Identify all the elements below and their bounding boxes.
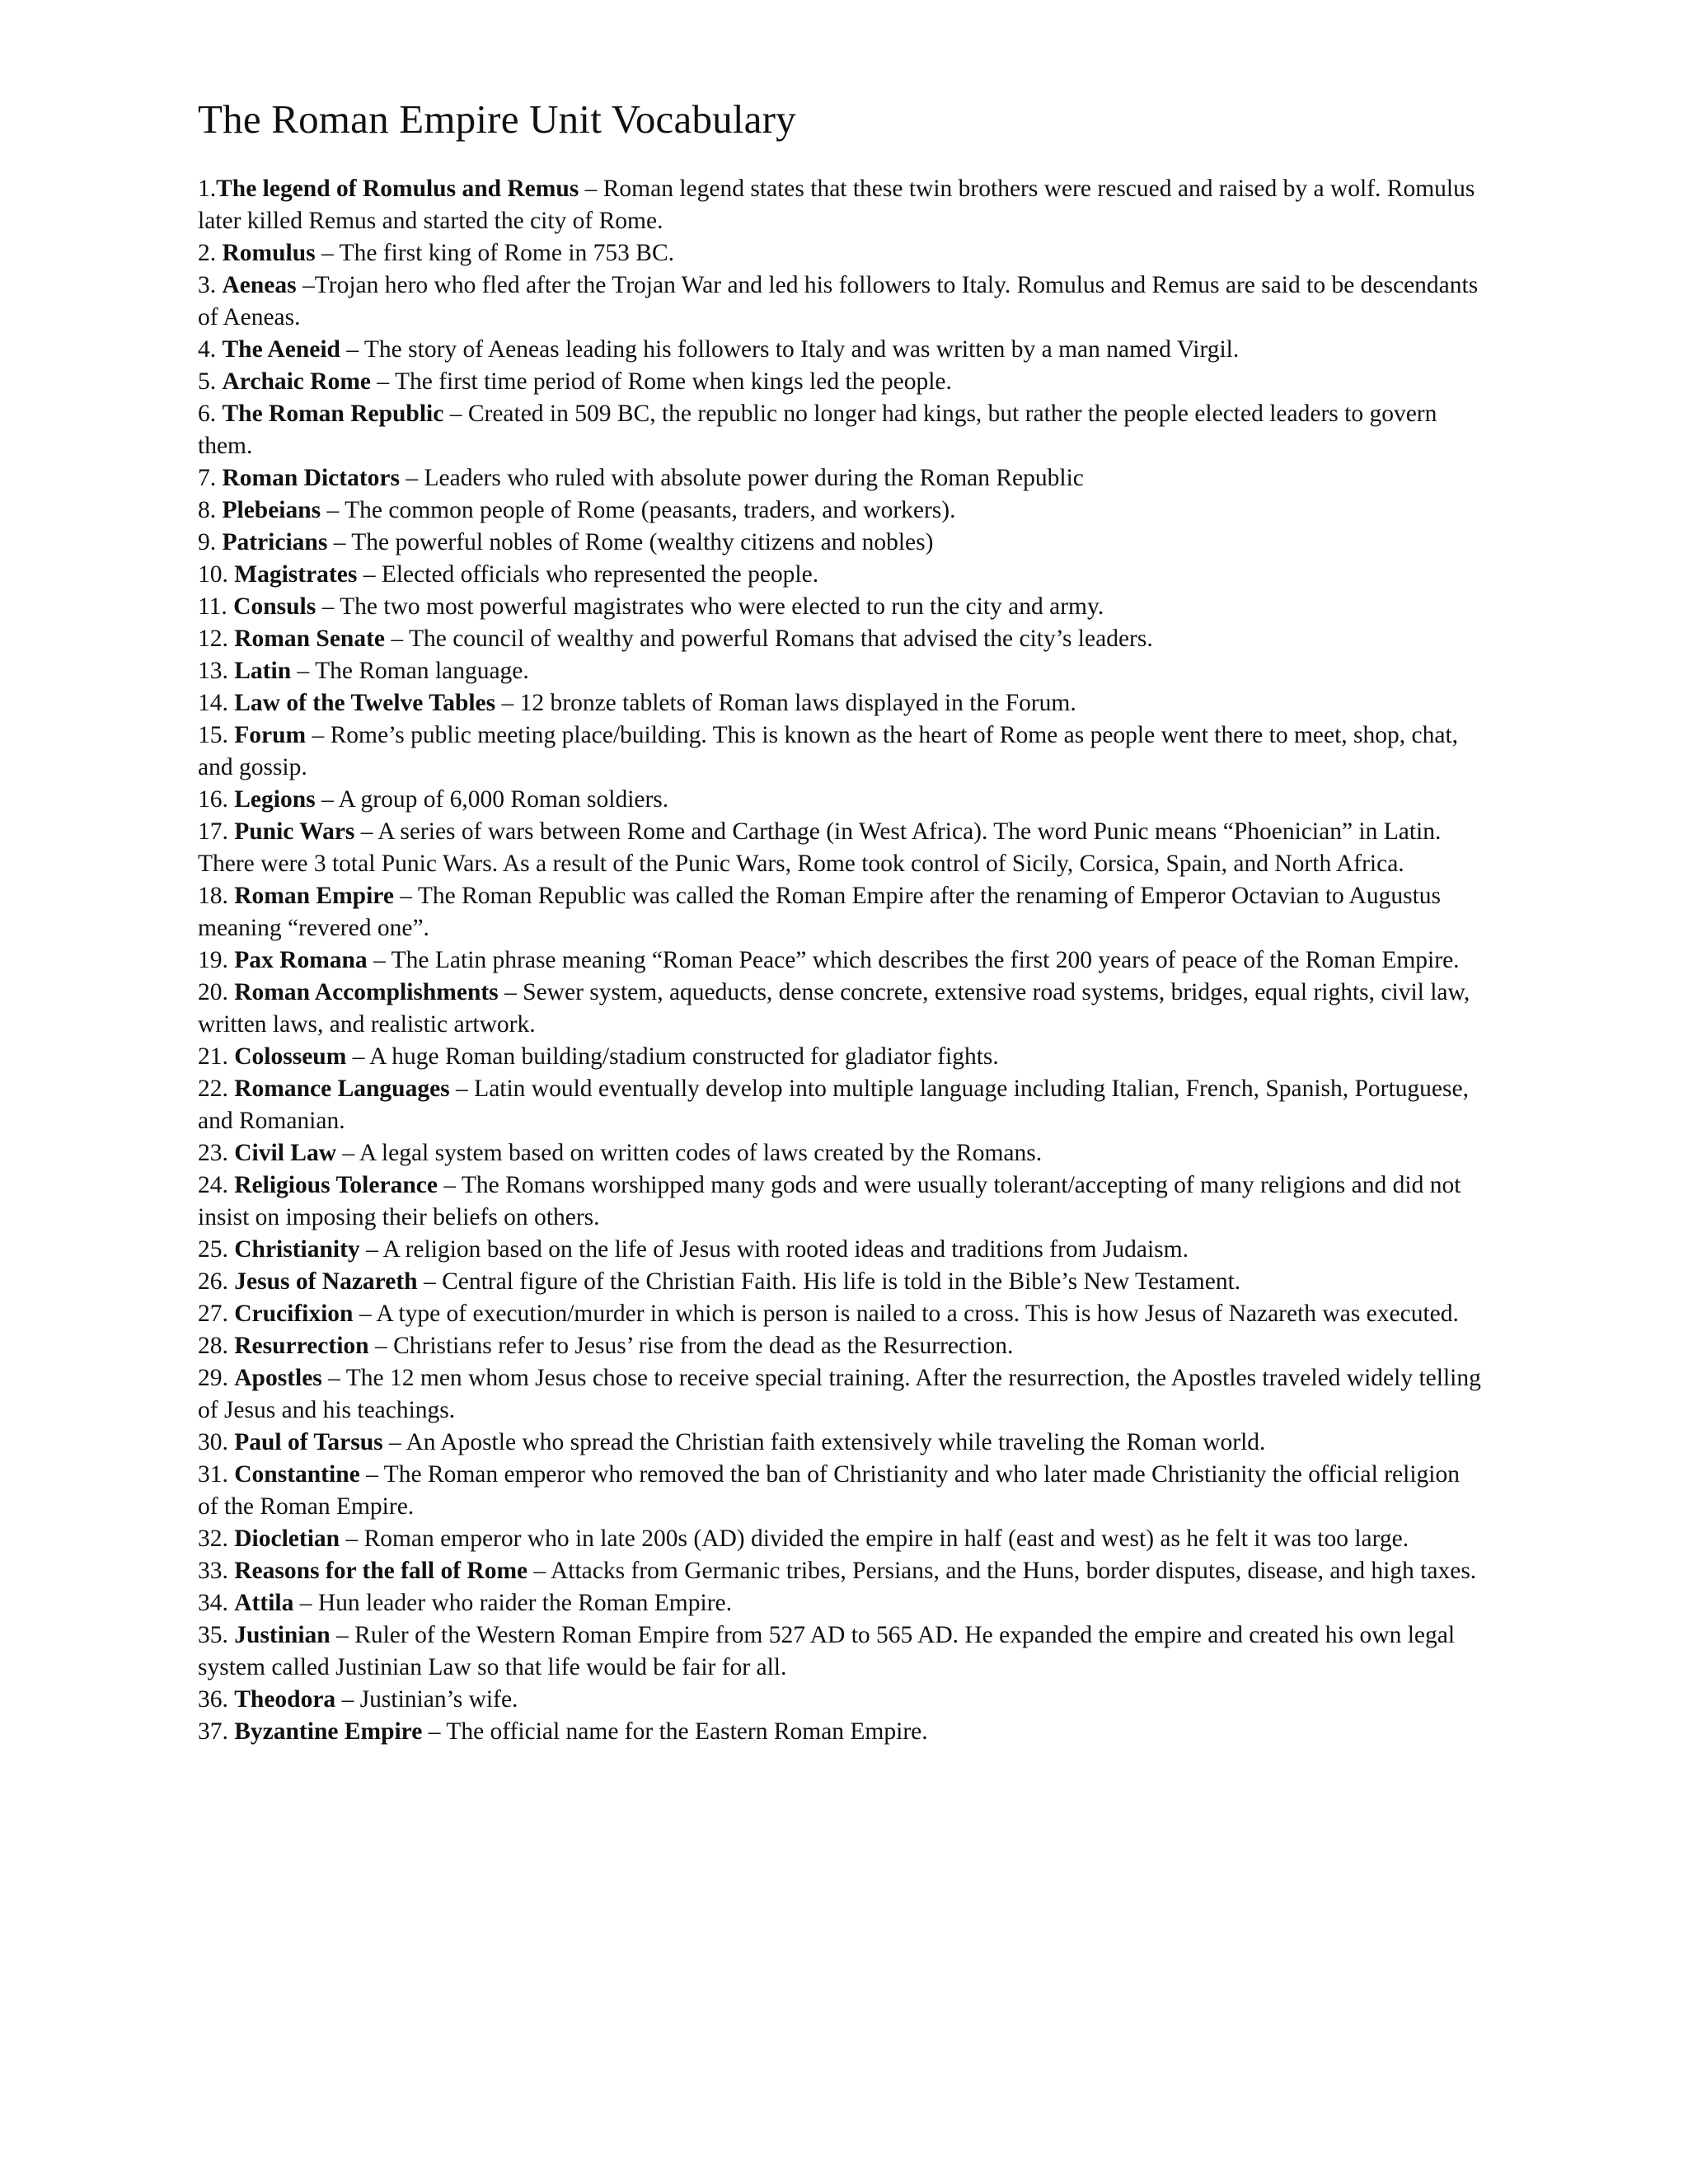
vocab-definition: – Christians refer to Jesus’ rise from the dead as the Resurrection. — [374, 1333, 1014, 1359]
vocab-definition: – Hun leader who raider the Roman Empire. — [299, 1590, 732, 1616]
document-title: The Roman Empire Unit Vocabulary — [198, 96, 796, 142]
vocab-item — [198, 719, 1484, 784]
vocab-number: 36. — [198, 1686, 228, 1713]
vocab-number: 30. — [198, 1429, 228, 1455]
vocab-number: 11. — [198, 593, 227, 620]
vocab-definition: – 12 bronze tablets of Roman laws displayed in the Forum. — [501, 690, 1076, 716]
vocab-definition: – Ruler of the Western Roman Empire from 527 AD to 565 AD. He expanded the empire and created his own legal system called Justinian Law so that life would be fair for all. — [198, 1622, 1456, 1680]
vocab-item — [198, 1362, 1484, 1427]
vocab-definition: – The Romans worshipped many gods and were usually tolerant/accepting of many religions and did not insist on imposing their beliefs on others. — [198, 1172, 1461, 1230]
vocab-term: Resurrection — [234, 1333, 369, 1359]
vocab-number: 17. — [198, 818, 228, 845]
vocab-definition: – A huge Roman building/stadium constructed for gladiator fights. — [352, 1043, 999, 1070]
vocab-item — [198, 269, 1484, 334]
vocab-item — [198, 623, 1484, 655]
vocab-definition: – Central figure of the Christian Faith. His life is told in the Bible’s New Testament. — [423, 1268, 1241, 1295]
vocab-item — [198, 334, 1484, 366]
vocab-term: Constantine — [234, 1461, 360, 1488]
vocab-item — [198, 944, 1484, 977]
vocab-item — [198, 591, 1484, 623]
vocab-term: The Aeneid — [222, 336, 340, 363]
vocab-number: 8. — [198, 497, 217, 523]
vocab-number: 14. — [198, 690, 228, 716]
vocab-number: 23. — [198, 1140, 228, 1166]
vocab-item — [198, 784, 1484, 816]
vocab-definition: – The powerful nobles of Rome (wealthy citizens and nobles) — [333, 529, 934, 555]
vocab-definition: – A series of wars between Rome and Carthage (in West Africa). The word Punic means “Phoenician” in Latin. There were 3 total Punic Wars. As a result of the Punic Wars, Rome took control of Sicily, Corsica, Spain, and North Africa. — [198, 818, 1442, 877]
vocab-number: 19. — [198, 947, 228, 973]
vocab-item — [198, 1298, 1484, 1330]
vocab-number: 37. — [198, 1718, 228, 1745]
vocab-definition: – Latin would eventually develop into multiple language including Italian, French, Spanish, Portuguese, and Romanian. — [198, 1076, 1469, 1134]
vocab-number: 9. — [198, 529, 217, 555]
vocab-definition: – Rome’s public meeting place/building. This is known as the heart of Rome as people went there to meet, shop, chat, and gossip. — [198, 722, 1459, 780]
vocab-term: Byzantine Empire — [234, 1718, 423, 1745]
vocab-definition: – The council of wealthy and powerful Romans that advised the city’s leaders. — [391, 626, 1153, 652]
vocab-number: 13. — [198, 658, 228, 684]
vocab-number: 7. — [198, 465, 217, 491]
vocab-definition: – A religion based on the life of Jesus with rooted ideas and traditions from Judaism. — [366, 1236, 1189, 1263]
vocab-definition: – Elected officials who represented the people. — [363, 561, 819, 588]
vocab-term: Diocletian — [234, 1526, 340, 1552]
vocab-term: Justinian — [234, 1622, 331, 1648]
vocab-definition: – The official name for the Eastern Roman Empire. — [428, 1718, 928, 1745]
vocab-definition: – Roman legend states that these twin brothers were rescued and raised by a wolf. Romulus later killed Remus and started the city of Rome. — [198, 176, 1475, 234]
vocab-term: Archaic Rome — [222, 368, 372, 395]
vocab-term: Plebeians — [222, 497, 321, 523]
vocab-item — [198, 1523, 1484, 1555]
vocab-definition: – An Apostle who spread the Christian faith extensively while traveling the Roman world. — [388, 1429, 1266, 1455]
vocab-term: Patricians — [222, 529, 328, 555]
vocab-number: 12. — [198, 626, 228, 652]
vocabulary-list — [198, 173, 1484, 1748]
vocab-number: 29. — [198, 1365, 228, 1391]
vocab-term: Romance Languages — [234, 1076, 450, 1102]
vocab-item — [198, 1716, 1484, 1748]
vocab-number: 26. — [198, 1268, 228, 1295]
vocab-number: 3. — [198, 272, 217, 298]
vocab-item — [198, 1684, 1484, 1716]
vocab-term: Christianity — [234, 1236, 360, 1263]
vocab-item — [198, 977, 1484, 1041]
vocab-item — [198, 1169, 1484, 1234]
vocab-term: Roman Empire — [234, 883, 394, 909]
vocab-term: Reasons for the fall of Rome — [234, 1558, 528, 1584]
vocab-item — [198, 366, 1484, 398]
vocab-definition: – The story of Aeneas leading his followers to Italy and was written by a man named Virgil. — [346, 336, 1240, 363]
vocab-definition: – The Roman emperor who removed the ban of Christianity and who later made Christianity the official religion of the Roman Empire. — [198, 1461, 1460, 1520]
vocab-term: Religious Tolerance — [234, 1172, 438, 1198]
vocab-term: Roman Senate — [234, 626, 385, 652]
vocab-number: 18. — [198, 883, 228, 909]
vocab-definition: – The common people of Rome (peasants, traders, and workers). — [326, 497, 956, 523]
vocab-number: 4. — [198, 336, 217, 363]
vocab-number: 16. — [198, 786, 228, 813]
vocab-number: 32. — [198, 1526, 228, 1552]
vocab-item — [198, 173, 1484, 237]
vocab-item — [198, 1330, 1484, 1362]
vocab-item — [198, 687, 1484, 719]
vocab-definition: – The Latin phrase meaning “Roman Peace” which describes the first 200 years of peace of the Roman Empire. — [373, 947, 1460, 973]
vocab-number: 24. — [198, 1172, 228, 1198]
vocab-number: 6. — [198, 401, 217, 427]
vocab-item — [198, 1137, 1484, 1169]
vocab-number: 22. — [198, 1076, 228, 1102]
vocab-term: Civil Law — [234, 1140, 336, 1166]
vocab-item — [198, 398, 1484, 462]
vocab-definition: – Created in 509 BC, the republic no longer had kings, but rather the people elected leaders to govern them. — [198, 401, 1437, 459]
vocab-item — [198, 816, 1484, 880]
vocab-item — [198, 1234, 1484, 1266]
vocab-term: The Roman Republic — [222, 401, 444, 427]
vocab-term: Forum — [234, 722, 307, 748]
vocab-definition: – Attacks from Germanic tribes, Persians, and the Huns, border disputes, disease, and high taxes. — [533, 1558, 1477, 1584]
vocab-definition: – A legal system based on written codes of laws created by the Romans. — [342, 1140, 1043, 1166]
vocab-item — [198, 527, 1484, 559]
vocab-term: Aeneas — [222, 272, 297, 298]
vocab-definition: – The Roman Republic was called the Roman Empire after the renaming of Emperor Octavian to Augustus meaning “revered one”. — [198, 883, 1441, 941]
vocab-term: The legend of Romulus and Remus — [216, 176, 579, 202]
vocab-term: Pax Romana — [234, 947, 368, 973]
vocab-item — [198, 237, 1484, 269]
vocab-item — [198, 1587, 1484, 1619]
vocab-item — [198, 1619, 1484, 1684]
vocab-item — [198, 1041, 1484, 1073]
vocab-term: Crucifixion — [234, 1301, 354, 1327]
vocab-number: 5. — [198, 368, 217, 395]
vocab-term: Jesus of Nazareth — [234, 1268, 418, 1295]
vocab-number: 25. — [198, 1236, 228, 1263]
vocab-number: 34. — [198, 1590, 228, 1616]
vocab-item — [198, 880, 1484, 944]
vocab-term: Magistrates — [234, 561, 358, 588]
vocab-definition: – A type of execution/murder in which is person is nailed to a cross. This is how Jesus of Nazareth was executed. — [359, 1301, 1459, 1327]
vocab-definition: – Sewer system, aqueducts, dense concrete, extensive road systems, bridges, equal rights, civil law, written laws, and realistic artwork. — [198, 979, 1470, 1038]
vocab-term: Apostles — [234, 1365, 322, 1391]
vocab-definition: – A group of 6,000 Roman soldiers. — [321, 786, 669, 813]
vocab-term: Roman Accomplishments — [234, 979, 499, 1005]
vocab-item — [198, 1073, 1484, 1137]
vocab-term: Law of the Twelve Tables — [234, 690, 496, 716]
vocab-item — [198, 1427, 1484, 1459]
vocab-term: Colosseum — [234, 1043, 347, 1070]
vocab-item — [198, 559, 1484, 591]
vocab-definition: – Roman emperor who in late 200s (AD) divided the empire in half (east and west) as he felt it was too large. — [345, 1526, 1409, 1552]
vocab-number: 21. — [198, 1043, 228, 1070]
vocab-item — [198, 1555, 1484, 1587]
vocab-term: Legions — [234, 786, 316, 813]
vocab-term: Roman Dictators — [222, 465, 400, 491]
vocab-definition: – The first king of Rome in 753 BC. — [321, 240, 675, 266]
vocab-number: 1. — [198, 176, 217, 202]
vocab-number: 2. — [198, 240, 217, 266]
vocab-number: 10. — [198, 561, 228, 588]
vocab-number: 33. — [198, 1558, 228, 1584]
vocab-term: Punic Wars — [234, 818, 355, 845]
vocab-number: 31. — [198, 1461, 228, 1488]
vocab-term: Attila — [234, 1590, 294, 1616]
vocab-item — [198, 462, 1484, 494]
vocab-term: Paul of Tarsus — [234, 1429, 383, 1455]
vocab-item — [198, 1459, 1484, 1523]
vocab-item — [198, 1266, 1484, 1298]
vocab-number: 35. — [198, 1622, 228, 1648]
vocab-definition: –Trojan hero who fled after the Trojan War and led his followers to Italy. Romulus and Remus are said to be descendants of Aeneas. — [198, 272, 1479, 330]
vocab-term: Theodora — [234, 1686, 336, 1713]
vocab-definition: – The first time period of Rome when kings led the people. — [377, 368, 952, 395]
vocab-item — [198, 655, 1484, 687]
vocab-number: 27. — [198, 1301, 228, 1327]
vocab-term: Consuls — [233, 593, 316, 620]
vocab-number: 28. — [198, 1333, 228, 1359]
vocab-item — [198, 494, 1484, 527]
vocab-term: Latin — [234, 658, 292, 684]
vocab-definition: – The two most powerful magistrates who were elected to run the city and army. — [321, 593, 1104, 620]
vocab-definition: – Justinian’s wife. — [341, 1686, 518, 1713]
vocab-definition: – The Roman language. — [297, 658, 529, 684]
vocab-number: 15. — [198, 722, 228, 748]
vocab-definition: – Leaders who ruled with absolute power during the Roman Republic — [406, 465, 1084, 491]
vocab-definition: – The 12 men whom Jesus chose to receive special training. After the resurrection, the Apostles traveled widely telling of Jesus and his teachings. — [198, 1365, 1481, 1423]
vocab-number: 20. — [198, 979, 228, 1005]
vocab-term: Romulus — [222, 240, 316, 266]
